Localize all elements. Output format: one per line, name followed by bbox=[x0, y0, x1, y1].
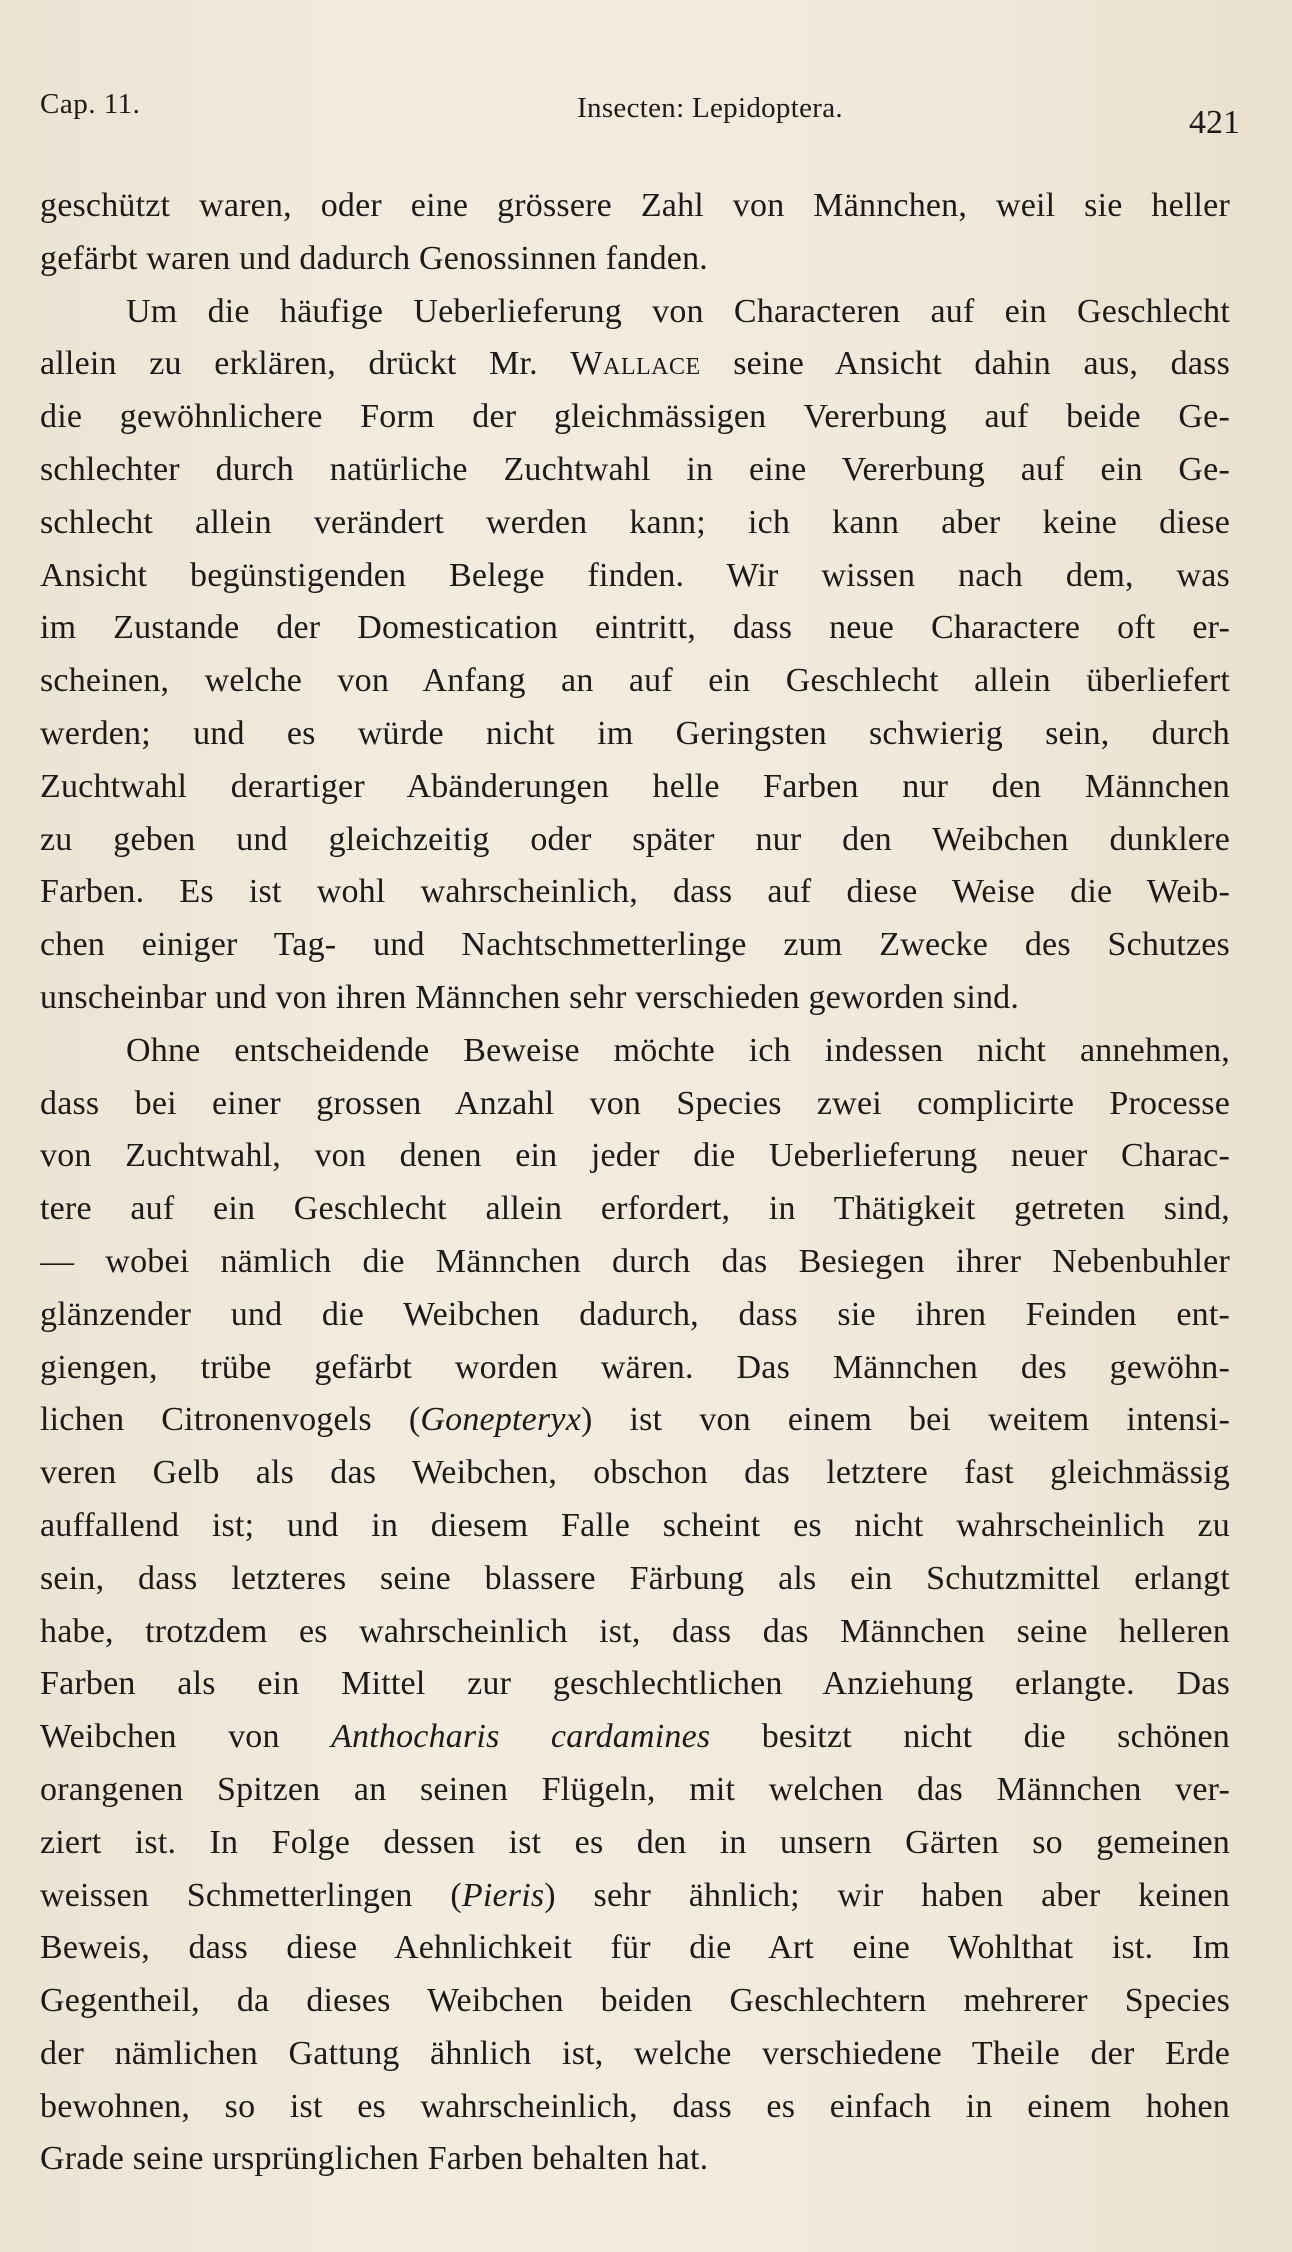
page-number: 421 bbox=[1189, 104, 1240, 141]
text-line: Zuchtwahl derartiger Abänderungen helle Farben nur den Männchen bbox=[40, 767, 1230, 805]
page-header bbox=[40, 82, 1240, 141]
text-line: lichen Citronenvogels (Gonepteryx) ist von einem bei weitem intensi- bbox=[40, 1401, 1230, 1439]
text-line: allein zu erklären, drückt Mr. Wallace seine Ansicht dahin aus, dass bbox=[40, 345, 1230, 383]
text-line: veren Gelb als das Weibchen, obschon das letztere fast gleichmässig bbox=[40, 1454, 1230, 1492]
text-line: im Zustande der Domestication eintritt, dass neue Charactere oft er- bbox=[40, 609, 1230, 647]
text-line: — wobei nämlich die Männchen durch das Besiegen ihrer Nebenbuhler bbox=[40, 1242, 1230, 1280]
text-line: die gewöhnlichere Form der gleichmässigen Vererbung auf beide Ge- bbox=[40, 398, 1230, 436]
chapter-label: Cap. 11. bbox=[40, 88, 141, 120]
text-line: schlecht allein verändert werden kann; ich kann aber keine diese bbox=[40, 503, 1230, 541]
genus-name: Gonepteryx bbox=[420, 1401, 581, 1439]
text-line: geschützt waren, oder eine grössere Zahl von Männchen, weil sie heller bbox=[40, 187, 1230, 224]
text-line: sein, dass letzteres seine blassere Färbung als ein Schutzmittel erlangt bbox=[40, 1559, 1230, 1597]
genus-name: Pieris bbox=[461, 1876, 545, 1914]
text-line: schlechter durch natürliche Zuchtwahl in eine Vererbung auf ein Ge- bbox=[40, 450, 1230, 488]
text-line: scheinen, welche von Anfang an auf ein Geschlecht allein überliefert bbox=[40, 662, 1230, 700]
text-line: werden; und es würde nicht im Geringsten schwierig sein, durch bbox=[40, 714, 1230, 752]
text-line: Um die häufige Ueberlieferung von Characteren auf ein Geschlecht bbox=[126, 292, 1230, 330]
text-line: Beweis, dass diese Aehnlichkeit für die Art eine Wohlthat ist. Im bbox=[40, 1929, 1230, 1967]
text-line: unscheinbar und von ihren Männchen sehr verschieden geworden sind. bbox=[40, 978, 1020, 1016]
text-line: Grade seine ursprünglichen Farben behalten hat. bbox=[40, 2140, 709, 2178]
text-line: habe, trotzdem es wahrscheinlich ist, dass das Männchen seine helleren bbox=[40, 1612, 1230, 1650]
text-line: ziert ist. In Folge dessen ist es den in unsern Gärten so gemeinen bbox=[40, 1823, 1230, 1861]
text-line: Farben als ein Mittel zur geschlechtlichen Anziehung erlangte. Das bbox=[40, 1665, 1230, 1703]
text-line: Gegentheil, da dieses Weibchen beiden Geschlechtern mehrerer Species bbox=[40, 1982, 1230, 2020]
author-name: Wallace bbox=[570, 345, 701, 383]
text-line: Weibchen von Anthocharis cardamines besitzt nicht die schönen bbox=[40, 1718, 1230, 1756]
text-line: tere auf ein Geschlecht allein erfordert, in Thätigkeit getreten sind, bbox=[40, 1190, 1230, 1228]
text-line: von Zuchtwahl, von denen ein jeder die Ueberlieferung neuer Charac- bbox=[40, 1137, 1230, 1175]
body-text bbox=[40, 180, 1230, 2186]
text-line: gefärbt waren und dadurch Genossinnen fanden. bbox=[40, 239, 708, 277]
text-line: Ansicht begünstigenden Belege finden. Wir wissen nach dem, was bbox=[40, 556, 1230, 594]
text-line: orangenen Spitzen an seinen Flügeln, mit welchen das Männchen ver- bbox=[40, 1770, 1230, 1808]
text-line: Ohne entscheidende Beweise möchte ich indessen nicht annehmen, bbox=[126, 1031, 1230, 1069]
species-name: Anthocharis cardamines bbox=[331, 1718, 711, 1756]
text-line: dass bei einer grossen Anzahl von Species zwei complicirte Processe bbox=[40, 1084, 1230, 1122]
text-line: chen einiger Tag- und Nachtschmetterlinge zum Zwecke des Schutzes bbox=[40, 926, 1230, 964]
text-line: glänzender und die Weibchen dadurch, dass sie ihren Feinden ent- bbox=[40, 1295, 1230, 1333]
text-line: giengen, trübe gefärbt worden wären. Das Männchen des gewöhn- bbox=[40, 1348, 1230, 1386]
text-line: der nämlichen Gattung ähnlich ist, welche verschiedene Theile der Erde bbox=[40, 2034, 1230, 2072]
text-line: Farben. Es ist wohl wahrscheinlich, dass auf diese Weise die Weib- bbox=[40, 873, 1230, 911]
text-line: auffallend ist; und in diesem Falle scheint es nicht wahrscheinlich zu bbox=[40, 1506, 1230, 1544]
text-line: zu geben und gleichzeitig oder später nur den Weibchen dunklere bbox=[40, 820, 1230, 858]
text-line: weissen Schmetterlingen (Pieris) sehr ähnlich; wir haben aber keinen bbox=[40, 1876, 1230, 1914]
running-title: Insecten: Lepidoptera. bbox=[577, 92, 843, 124]
text-line: bewohnen, so ist es wahrscheinlich, dass es einfach in einem hohen bbox=[40, 2087, 1230, 2125]
